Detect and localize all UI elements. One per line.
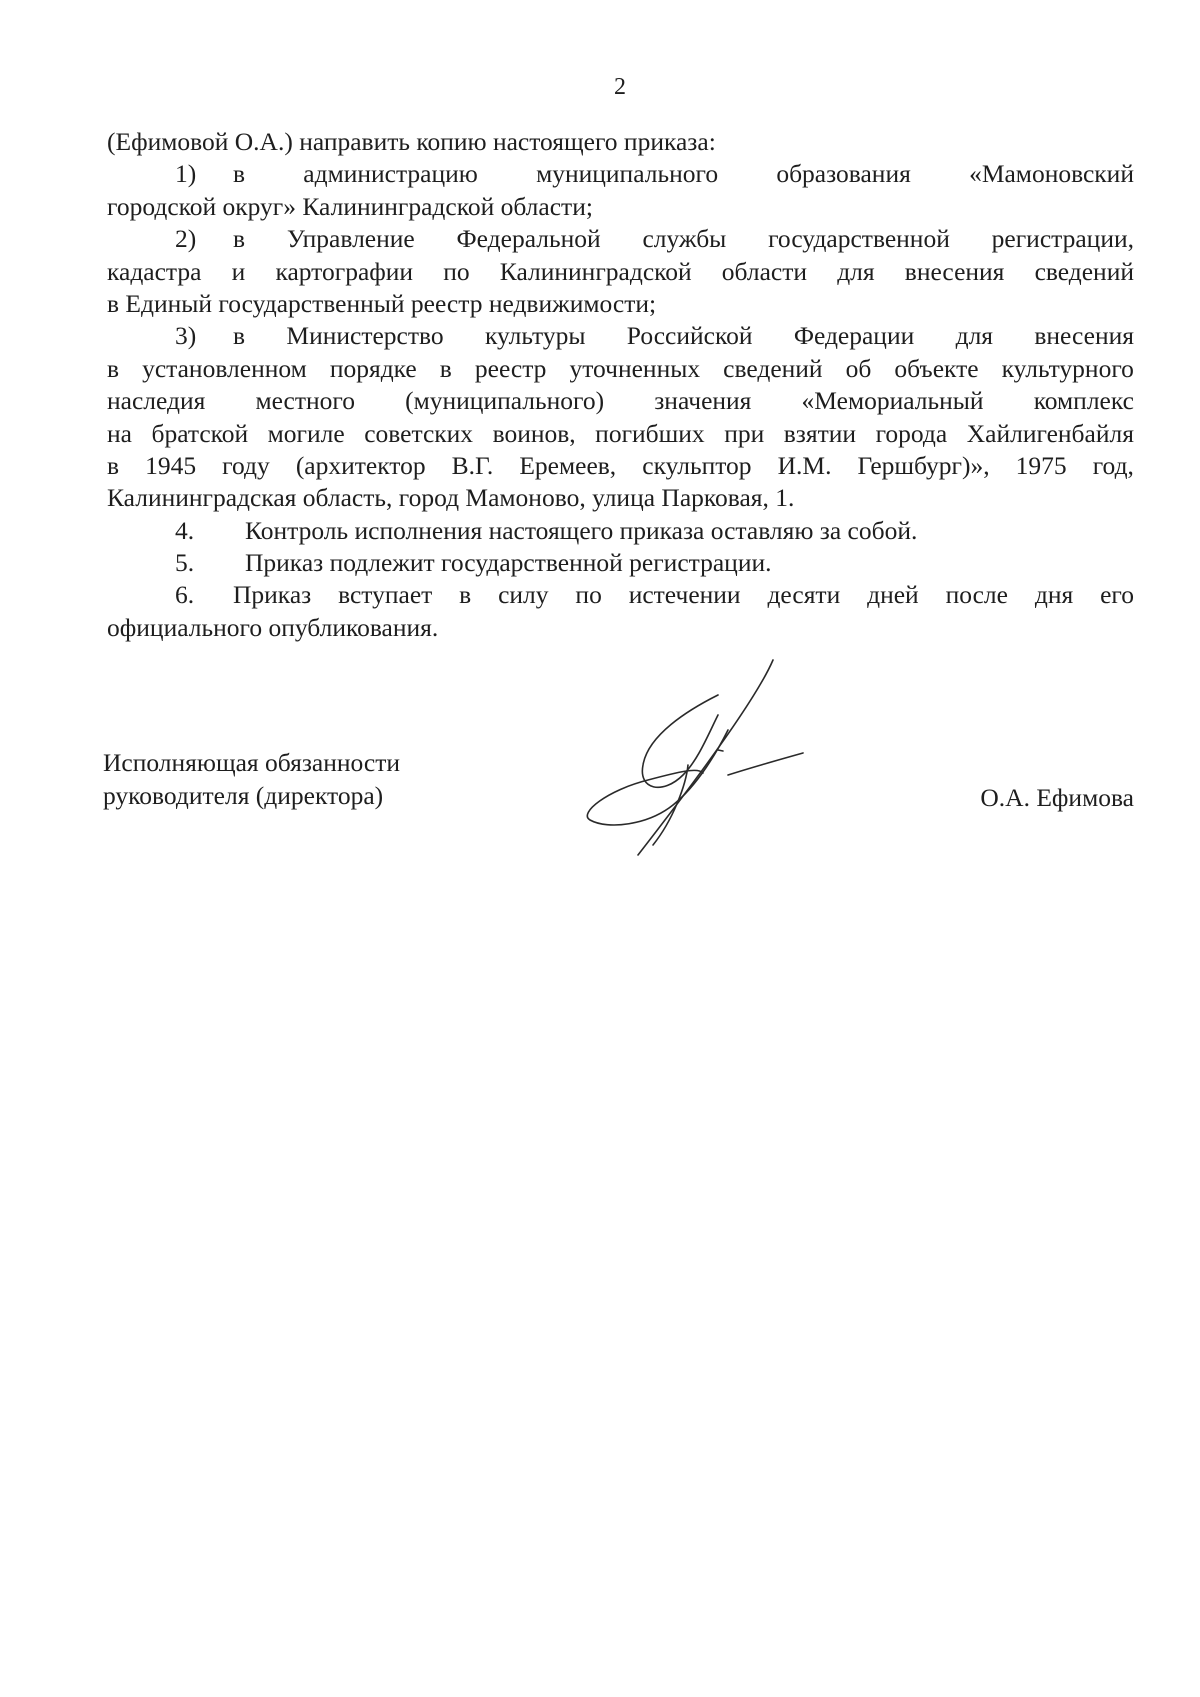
word: Калининградской (499, 256, 692, 286)
word: Управление (286, 224, 415, 254)
word: картографии (275, 256, 414, 286)
word: истечении (628, 580, 741, 610)
word: Российской (626, 321, 753, 351)
item-number: 4. (175, 515, 195, 545)
item-continuation: Калининградская область, город Мамоново, улица Парковая, 1. (107, 483, 795, 513)
list-item-first-line (107, 320, 1134, 352)
word: сведений (1034, 256, 1134, 286)
order-body (107, 126, 1134, 644)
word: муниципального (536, 159, 719, 189)
item-text: Приказ подлежит государственной регистрации. (245, 548, 772, 578)
item-text (233, 158, 1134, 190)
word: в (107, 353, 120, 383)
word: И.М. (777, 450, 832, 480)
word: году (222, 450, 270, 480)
item-continuation (107, 418, 1134, 450)
word: для (837, 256, 875, 286)
word: на (107, 418, 132, 448)
word: культурного (1001, 353, 1134, 383)
word: «Мемориальный (801, 386, 984, 416)
signatory-name: О.А. Ефимова (980, 783, 1134, 812)
item-continuation (107, 353, 1134, 385)
intro-line: (Ефимовой О.А.) направить копию настоящего приказа: (107, 127, 716, 156)
page-number: 2 (614, 74, 626, 100)
word: для (955, 321, 994, 351)
word: реестр (474, 353, 547, 383)
word: города (875, 418, 948, 448)
word: дня (1034, 580, 1074, 610)
item-continuation: в Единый государственный реестр недвижимости; (107, 288, 657, 318)
word: в (459, 580, 472, 610)
position-line: Исполняющая обязанности (103, 748, 400, 777)
word: внесения (1034, 321, 1134, 351)
word: кадастра (107, 256, 202, 286)
item-continuation (107, 385, 1134, 417)
word: в (439, 353, 452, 383)
item-continuation (107, 450, 1134, 482)
word: после (945, 580, 1008, 610)
word: комплекс (1033, 386, 1134, 416)
word: скульптор (642, 450, 752, 480)
item-number: 1) (175, 159, 197, 189)
word: образования (776, 159, 911, 189)
word: 1945 (145, 450, 197, 480)
word: Федерации (793, 321, 915, 351)
handwritten-signature (578, 655, 828, 865)
item-text (233, 223, 1134, 255)
word: могиле (267, 418, 345, 448)
word: год, (1092, 450, 1134, 480)
word: установленном (142, 353, 307, 383)
word: «Мамоновский (969, 159, 1134, 189)
word: уточненных (569, 353, 701, 383)
word: в (233, 321, 246, 351)
item-text (233, 320, 1134, 352)
word: и (231, 256, 246, 286)
word: (архитектор (295, 450, 426, 480)
word: службы (642, 224, 727, 254)
word: Приказ (233, 580, 312, 610)
item-continuation: официального опубликования. (107, 612, 439, 642)
item-number: 3) (175, 321, 197, 351)
word: в (233, 159, 246, 189)
item-number: 2) (175, 224, 197, 254)
word: при (724, 418, 765, 448)
word: братской (151, 418, 249, 448)
word: внесения (904, 256, 1005, 286)
word: местного (255, 386, 355, 416)
word: администрацию (303, 159, 478, 189)
word: в (233, 224, 246, 254)
item-number: 6. (175, 580, 195, 610)
word: погибших (595, 418, 705, 448)
word: взятии (783, 418, 857, 448)
word: регистрации, (991, 224, 1134, 254)
word: его (1100, 580, 1134, 610)
word: объекте (894, 353, 979, 383)
word: Хайлигенбайля (966, 418, 1134, 448)
list-item-first-line (107, 579, 1134, 611)
word: Федеральной (456, 224, 601, 254)
item-text (233, 579, 1134, 611)
word: области (721, 256, 808, 286)
list-item-first-line (107, 515, 1134, 547)
word: силу (498, 580, 549, 610)
word: вступает (338, 580, 433, 610)
word: об (845, 353, 872, 383)
word: В.Г. (451, 450, 494, 480)
word: Гершбург)», (857, 450, 990, 480)
word: Еремеев, (519, 450, 617, 480)
item-number: 5. (175, 548, 195, 578)
signatory-position (103, 746, 400, 812)
position-line: руководителя (директора) (103, 781, 384, 810)
word: воинов, (492, 418, 576, 448)
word: порядке (329, 353, 417, 383)
word: (муниципального) (405, 386, 605, 416)
word: по (443, 256, 470, 286)
word: в (107, 450, 120, 480)
word: Министерство (286, 321, 444, 351)
word: значения (654, 386, 752, 416)
word: десяти (767, 580, 841, 610)
item-continuation: городской округ» Калининградской области; (107, 191, 593, 221)
word: по (575, 580, 602, 610)
list-item-first-line (107, 547, 1134, 579)
word: сведений (723, 353, 823, 383)
word: 1975 (1015, 450, 1067, 480)
word: наследия (107, 386, 206, 416)
list-item-first-line (107, 158, 1134, 190)
word: советских (364, 418, 474, 448)
item-continuation (107, 256, 1134, 288)
word: дней (867, 580, 919, 610)
word: культуры (484, 321, 586, 351)
item-text: Контроль исполнения настоящего приказа оставляю за собой. (245, 515, 918, 545)
list-item-first-line (107, 223, 1134, 255)
word: государственной (768, 224, 950, 254)
